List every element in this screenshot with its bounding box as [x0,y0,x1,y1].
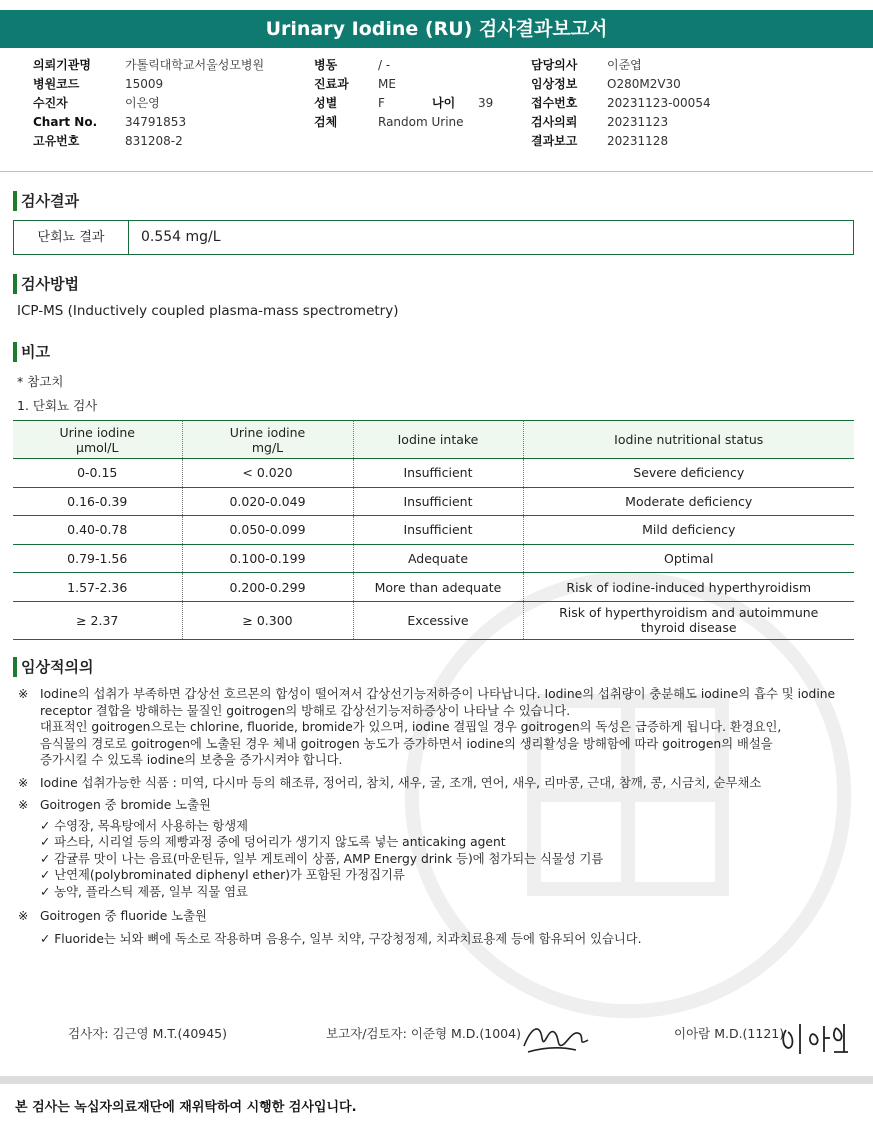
clinical-paragraph [18,908,858,925]
info-column-2 [314,56,524,132]
fluoride-list [18,931,858,948]
info-label: Chart No. [33,115,98,129]
clinical-line: 대표적인 goitrogen으로는 chlorine, fluoride, bromide가 있으며, iodine 결핍일 경우 goitrogen의 독성은 급증하게 됩니다. 환경요인, [40,720,782,734]
reference-mark-icon: ※ [18,909,29,923]
cell-mg: 0.100-0.199 [182,544,353,573]
cell-status: Risk of iodine-induced hyperthyroidism [523,573,854,602]
check-icon: ✓ [40,884,51,899]
cell-umol: ≥ 2.37 [13,601,182,639]
result-label: 단회뇨 결과 [14,221,129,254]
age-label: 나이 [432,96,456,110]
info-value: / - [378,58,391,72]
info-value: 34791853 [125,115,187,129]
info-label: 진료과 [314,77,349,91]
header-umol: Urine iodine μmol/L [13,421,182,459]
check-icon: ✓ [40,818,51,833]
method-text: ICP-MS (Inductively coupled plasma-mass spectrometry) [17,303,399,319]
reference-label: * 참고치 [17,374,64,389]
clinical-line: receptor 결합을 방해하는 물질인 goitrogen의 방해로 갑상선기능저하증상이 나타날 수 있습니다. [40,703,571,718]
info-row [314,56,524,75]
tester-signature-label: 검사자: 김근영 M.T.(40945) [68,1026,228,1041]
table-row [13,601,854,639]
footer-note: 본 검사는 녹십자의료재단에 재위탁하여 시행한 검사입니다. [15,1100,357,1115]
info-value: 20231128 [607,134,669,148]
result-box [13,220,854,255]
info-label: 고유번호 [33,134,80,148]
info-value: 이은영 [125,96,160,110]
cell-umol: 1.57-2.36 [13,573,182,602]
list-item: ✓ 파스타, 시리얼 등의 제빵과정 중에 덩어리가 생기지 않도록 넣는 anticaking agent [40,835,506,849]
info-label: 검사의뢰 [531,115,578,129]
check-icon: ✓ [40,851,51,866]
reference-table [13,420,854,640]
result-value: 0.554 mg/L [141,229,221,245]
info-value: 20231123-00054 [607,96,711,110]
cell-umol: 0.40-0.78 [13,516,182,545]
cell-mg: ≥ 0.300 [182,601,353,639]
cell-intake: Excessive [353,601,523,639]
table-row [13,487,854,516]
info-row [33,113,313,132]
cell-intake: Adequate [353,544,523,573]
info-row [33,132,313,151]
info-label: 수진자 [33,96,68,110]
section-title-clinical: 임상적의의 [13,656,93,678]
info-row [33,75,313,94]
info-column-3 [531,56,831,151]
bromide-list [18,818,858,901]
table-header-row [13,421,854,459]
info-label: 검체 [314,115,338,129]
reference-mark-icon: ※ [18,798,29,812]
cell-status: Severe deficiency [523,459,854,488]
info-label: 임상정보 [531,77,578,91]
info-value: 20231123 [607,115,669,129]
info-value: 이준엽 [607,58,642,72]
info-label: 결과보고 [531,134,578,148]
reference-mark-icon: ※ [18,687,29,701]
footer-divider [0,1076,873,1084]
cell-umol: 0.16-0.39 [13,487,182,516]
info-value: Random Urine [378,115,464,129]
list-item: ✓ Fluoride는 뇌와 뼈에 독소로 작용하며 음용수, 일부 치약, 구강청정제, 치과치료용제 등에 함유되어 있습니다. [40,931,642,946]
cell-intake: Insufficient [353,487,523,516]
clinical-line: 증가시킬 수 있도록 iodine의 보충을 증가시켜야 합니다. [40,753,343,767]
info-row [531,56,831,75]
info-label: 접수번호 [531,96,578,110]
info-row [33,56,313,75]
section-title-method: 검사방법 [13,273,79,295]
info-label: 의뢰기관명 [33,58,91,72]
info-value: 831208-2 [125,134,183,148]
cell-status: Moderate deficiency [523,487,854,516]
info-value: 가톨릭대학교서울성모병원 [125,58,265,72]
clinical-paragraph [18,686,858,769]
info-row [33,94,313,113]
table-row [13,573,854,602]
info-row [531,113,831,132]
info-row [531,94,831,113]
table-row [13,544,854,573]
clinical-line: Iodine의 섭취가 부족하면 갑상선 호르몬의 합성이 떨어져서 갑상선기능저하증이 나타납니다. Iodine의 섭취량이 충분해도 iodine의 흡수 및 iodine [40,687,836,701]
info-label: 병원코드 [33,77,80,91]
clinical-line: Iodine 섭취가능한 식품 : 미역, 다시마 등의 해조류, 정어리, 참치, 새우, 굴, 조개, 연어, 새우, 리마콩, 근대, 참깨, 콩, 시금치, 순무채소 [40,775,762,790]
clinical-subtitle: Goitrogen 중 bromide 노출원 [40,798,211,812]
check-icon: ✓ [40,931,51,946]
cell-status: Risk of hyperthyroidism and autoimmune thyroid disease [523,601,854,639]
cell-intake: Insufficient [353,459,523,488]
clinical-paragraph [18,775,858,792]
reference-mark-icon: ※ [18,775,29,790]
info-label: 담당의사 [531,58,578,72]
doctor-signature-icon [778,1018,854,1058]
cell-umol: 0-0.15 [13,459,182,488]
list-item: ✓ 감귤류 맛이 나는 음료(마운틴듀, 일부 게토레이 상품, AMP Energy drink 등)에 첨가되는 식물성 기름 [40,851,604,866]
info-row [531,75,831,94]
cell-mg: 0.020-0.049 [182,487,353,516]
info-row [314,113,524,132]
section-title-remarks: 비고 [13,341,50,363]
cell-intake: Insufficient [353,516,523,545]
header-mg: Urine iodine mg/L [182,421,353,459]
info-row [314,75,524,94]
clinical-significance [18,686,858,947]
info-label: 성별 [314,96,338,110]
reporter-signature-label: 보고자/검토자: 이준형 M.D.(1004) [326,1026,521,1041]
clinical-subtitle: Goitrogen 중 fluoride 노출원 [40,909,207,923]
info-label: 병동 [314,58,338,72]
check-icon: ✓ [40,868,51,882]
cell-mg: 0.050-0.099 [182,516,353,545]
info-value: O280M2V30 [607,77,681,91]
list-item: ✓ 농약, 플라스틱 제품, 일부 직물 염료 [40,884,248,899]
doctor-signature-label: 이아람 M.D.(1121) [674,1026,785,1041]
check-icon: ✓ [40,835,51,849]
info-column-1 [33,56,313,151]
single-urine-label: 1. 단회뇨 검사 [17,398,98,413]
cell-umol: 0.79-1.56 [13,544,182,573]
divider [0,171,873,172]
cell-mg: 0.200-0.299 [182,573,353,602]
header-intake: Iodine intake [353,421,523,459]
cell-intake: More than adequate [353,573,523,602]
section-title-result: 검사결과 [13,190,79,212]
info-row [531,132,831,151]
age-value: 39 [478,96,494,110]
cell-status: Optimal [523,544,854,573]
reporter-signature-icon [518,1016,592,1058]
clinical-paragraph [18,797,858,814]
info-value: ME [378,77,396,91]
list-item: ✓ 난연제(polybrominated diphenyl ether)가 포함된 가정집기류 [40,868,405,882]
report-title: Urinary Iodine (RU) 검사결과보고서 [0,10,873,48]
cell-mg: < 0.020 [182,459,353,488]
header-status: Iodine nutritional status [523,421,854,459]
info-value: 15009 [125,77,164,91]
table-row [13,459,854,488]
table-row [13,516,854,545]
info-row [314,94,524,113]
list-item: ✓ 수영장, 목욕탕에서 사용하는 항생제 [40,818,249,833]
clinical-line: 음식물의 경로로 goitrogen에 노출된 경우 체내 goitrogen 농도가 증가하면서 iodine의 생리활성을 방해함에 따라 goitrogen의 배설을 [40,736,773,751]
patient-info [33,56,853,152]
info-value: F [378,96,385,110]
cell-status: Mild deficiency [523,516,854,545]
